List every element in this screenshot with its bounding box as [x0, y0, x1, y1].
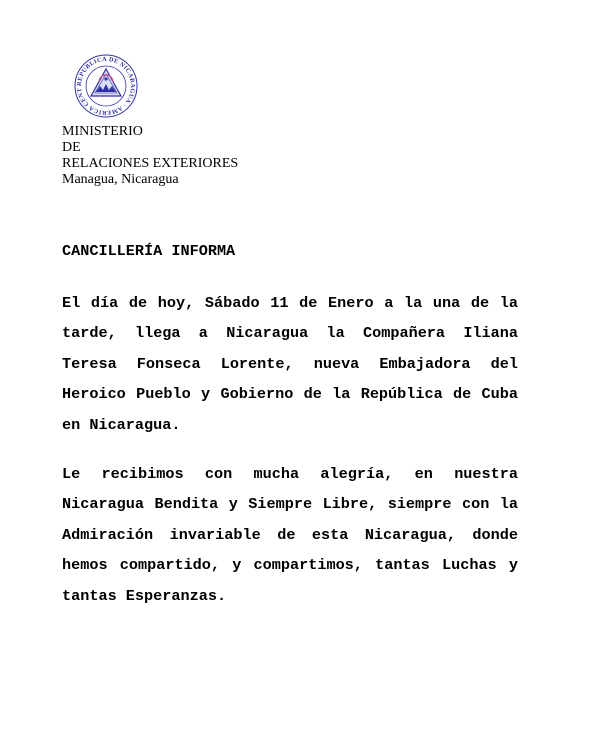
document-heading: CANCILLERÍA INFORMA — [62, 242, 236, 260]
ministry-name-line-1: MINISTERIO — [62, 124, 143, 139]
svg-text:REPUBLICA DE NICARAGUA · AMERI: REPUBLICA DE NICARAGUA · AMERICA CENT — [75, 55, 137, 117]
national-seal-icon — [72, 52, 140, 120]
national-seal-logo — [72, 52, 140, 120]
body-paragraph-1: El día de hoy, Sábado 11 de Enero a la una de la tarde, llega a Nicaragua la Compañera Iliana Teresa Fonseca Lorente, nueva Embajadora del Heroico Pueblo y Gobierno de la República de Cuba en Nicaragua. — [62, 294, 518, 434]
location-line: Managua, Nicaragua — [62, 172, 179, 187]
ministry-name-line-2: DE — [62, 140, 81, 155]
ministry-name-line-3: RELACIONES EXTERIORES — [62, 156, 239, 171]
letterhead — [62, 124, 238, 188]
body-paragraph-2: Le recibimos con mucha alegría, en nuestra Nicaragua Bendita y Siempre Libre, siempre con la Admiración invariable de esta Nicaragua, donde hemos compartido, y compartimos, tantas Luchas y tantas Esperanzas. — [62, 465, 518, 605]
